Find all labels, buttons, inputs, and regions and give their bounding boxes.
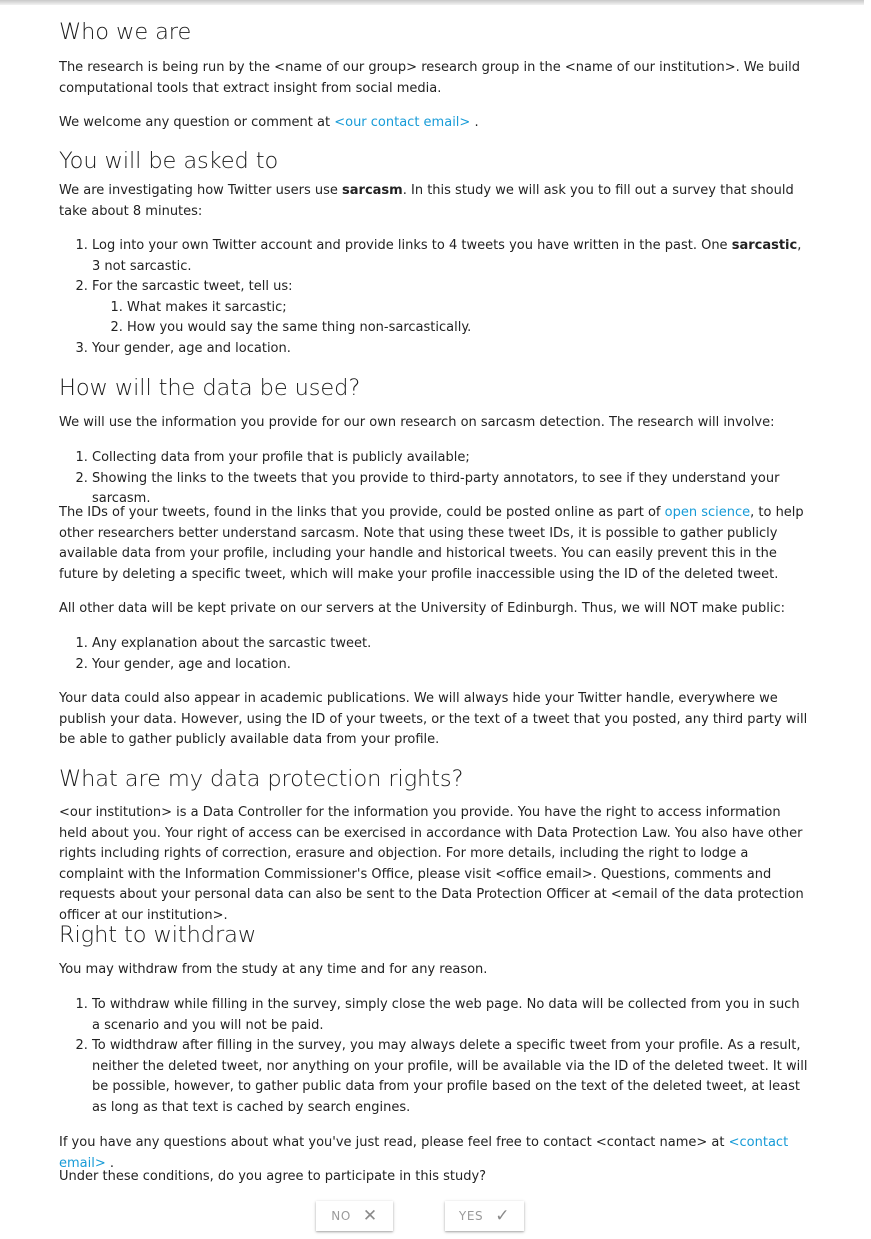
list-item: 1. To withdraw while filling in the survey, simply close the web page. No data will be collected from you in such a scenario and you will not be paid. bbox=[92, 995, 811, 1036]
ids-text-end: , to help other researchers better understand sarcasm. Note that using these tweet IDs, it is possible to gather publicly available data from your profile, including your handle and historical tweets. You can easily prevent this in the future by deleting a specific tweet, which will make your profile inaccessible using the ID of the deleted tweet. bbox=[59, 505, 804, 582]
check-icon: ✓ bbox=[495, 1205, 511, 1226]
section-heading-rights: What are my data protection rights? bbox=[59, 766, 464, 792]
no-button-label: NO bbox=[331, 1209, 351, 1223]
asked-list bbox=[59, 236, 811, 360]
asked-intro-bold: sarcasm bbox=[342, 183, 403, 198]
private-list bbox=[59, 634, 811, 675]
no-button[interactable] bbox=[316, 1201, 393, 1231]
top-divider bbox=[0, 0, 864, 5]
item-bold: sarcastic bbox=[731, 238, 798, 253]
yes-button[interactable] bbox=[445, 1201, 524, 1231]
list-item: 2. To widthdraw after filling in the survey, you may always delete a specific tweet from your profile. As a result, neither the deleted tweet, nor anything on your profile, will be available via the ID of the deleted tweet. It will be possible, however, to gather public data from your profile based on the text of the deleted tweet, at least as long as that text is cached by search engines. bbox=[92, 1036, 811, 1118]
contact-text: We welcome any question or comment at bbox=[59, 115, 335, 130]
contact-email-link-2[interactable]: <contact email> bbox=[59, 1135, 789, 1171]
list-item: 1. Collecting data from your profile that is publicly available; bbox=[92, 448, 811, 469]
item-text: For the sarcastic tweet, tell us: bbox=[92, 279, 293, 295]
item-text-end: , 3 not sarcastic. bbox=[92, 238, 802, 274]
list-item bbox=[92, 277, 811, 339]
list-item bbox=[92, 236, 811, 277]
item-text: Log into your own Twitter account and provide links to 4 tweets you have written in the past. One bbox=[92, 238, 732, 253]
contact-paragraph bbox=[59, 113, 811, 134]
publications-paragraph: Your data could also appear in academic publications. We will always hide your Twitter handle, everywhere we publish your data. However, using the ID of your tweets, or the text of a tweet that you posted, any third party will be able to gather publicly available data from your profile. bbox=[59, 691, 808, 748]
ids-text: The IDs of your tweets, found in the links that you provide, could be posted online as part of bbox=[59, 505, 665, 520]
questions-text-end: . bbox=[105, 1155, 115, 1171]
list-item: 2. How you would say the same thing non-sarcastically. bbox=[127, 318, 811, 339]
section-heading-usage: How will the data be used? bbox=[59, 375, 361, 401]
list-item: 2. Your gender, age and location. bbox=[92, 655, 811, 676]
list-item: 1. Any explanation about the sarcastic tweet. bbox=[92, 634, 811, 655]
usage-list bbox=[59, 448, 811, 510]
private-paragraph: All other data will be kept private on our servers at the University of Edinburgh. Thus, we will NOT make public: bbox=[59, 601, 785, 616]
questions-text: If you have any questions about what you've just read, please feel free to contact <contact name> at bbox=[59, 1135, 729, 1150]
section-heading-withdraw: Right to withdraw bbox=[59, 922, 257, 948]
contact-text-end: . bbox=[470, 115, 479, 130]
section-heading-asked: You will be asked to bbox=[59, 148, 279, 174]
list-item: 3. Your gender, age and location. bbox=[92, 339, 811, 360]
list-item: 2. Showing the links to the tweets that you provide to third-party annotators, to see if they understand your sarcasm. bbox=[92, 469, 811, 510]
rights-paragraph: <our institution> is a Data Controller for the information you provide. You have the right to access information held about you. Your right of access can be exercised in accordance with Data Protection Law. You also have other rights including rights of correction, erasure and objection. For more details, including the right to lodge a complaint with the Information Commissioner's Office, please visit <office email>. Questions, comments and requests about your personal data can also be sent to the Data Protection Officer at <email of the data protection officer at our institution>. bbox=[59, 805, 804, 923]
yes-button-label: YES bbox=[458, 1209, 484, 1223]
withdraw-list bbox=[59, 995, 811, 1119]
consent-buttons bbox=[0, 1201, 871, 1233]
withdraw-intro: You may withdraw from the study at any time and for any reason. bbox=[59, 962, 488, 977]
asked-intro-text: We are investigating how Twitter users use bbox=[59, 183, 343, 198]
asked-intro-text-end: . In this study we will ask you to fill out a survey that should take about 8 minutes: bbox=[59, 183, 794, 219]
contact-email-link[interactable]: <our contact email> bbox=[334, 115, 471, 130]
section-heading-who-we-are: Who we are bbox=[59, 19, 192, 45]
who-paragraph: The research is being run by the <name of our group> research group in the <name of our institution>. We build computational tools that extract insight from social media. bbox=[59, 60, 801, 96]
close-icon: ✕ bbox=[362, 1205, 378, 1226]
consent-question: Under these conditions, do you agree to participate in this study? bbox=[59, 1169, 487, 1184]
sub-list bbox=[92, 298, 811, 339]
open-science-link[interactable]: open science bbox=[664, 505, 751, 520]
ids-paragraph bbox=[59, 503, 811, 585]
asked-intro bbox=[59, 181, 811, 222]
usage-intro: We will use the information you provide for our own research on sarcasm detection. The research will involve: bbox=[59, 415, 775, 430]
list-item: 1. What makes it sarcastic; bbox=[127, 298, 811, 319]
